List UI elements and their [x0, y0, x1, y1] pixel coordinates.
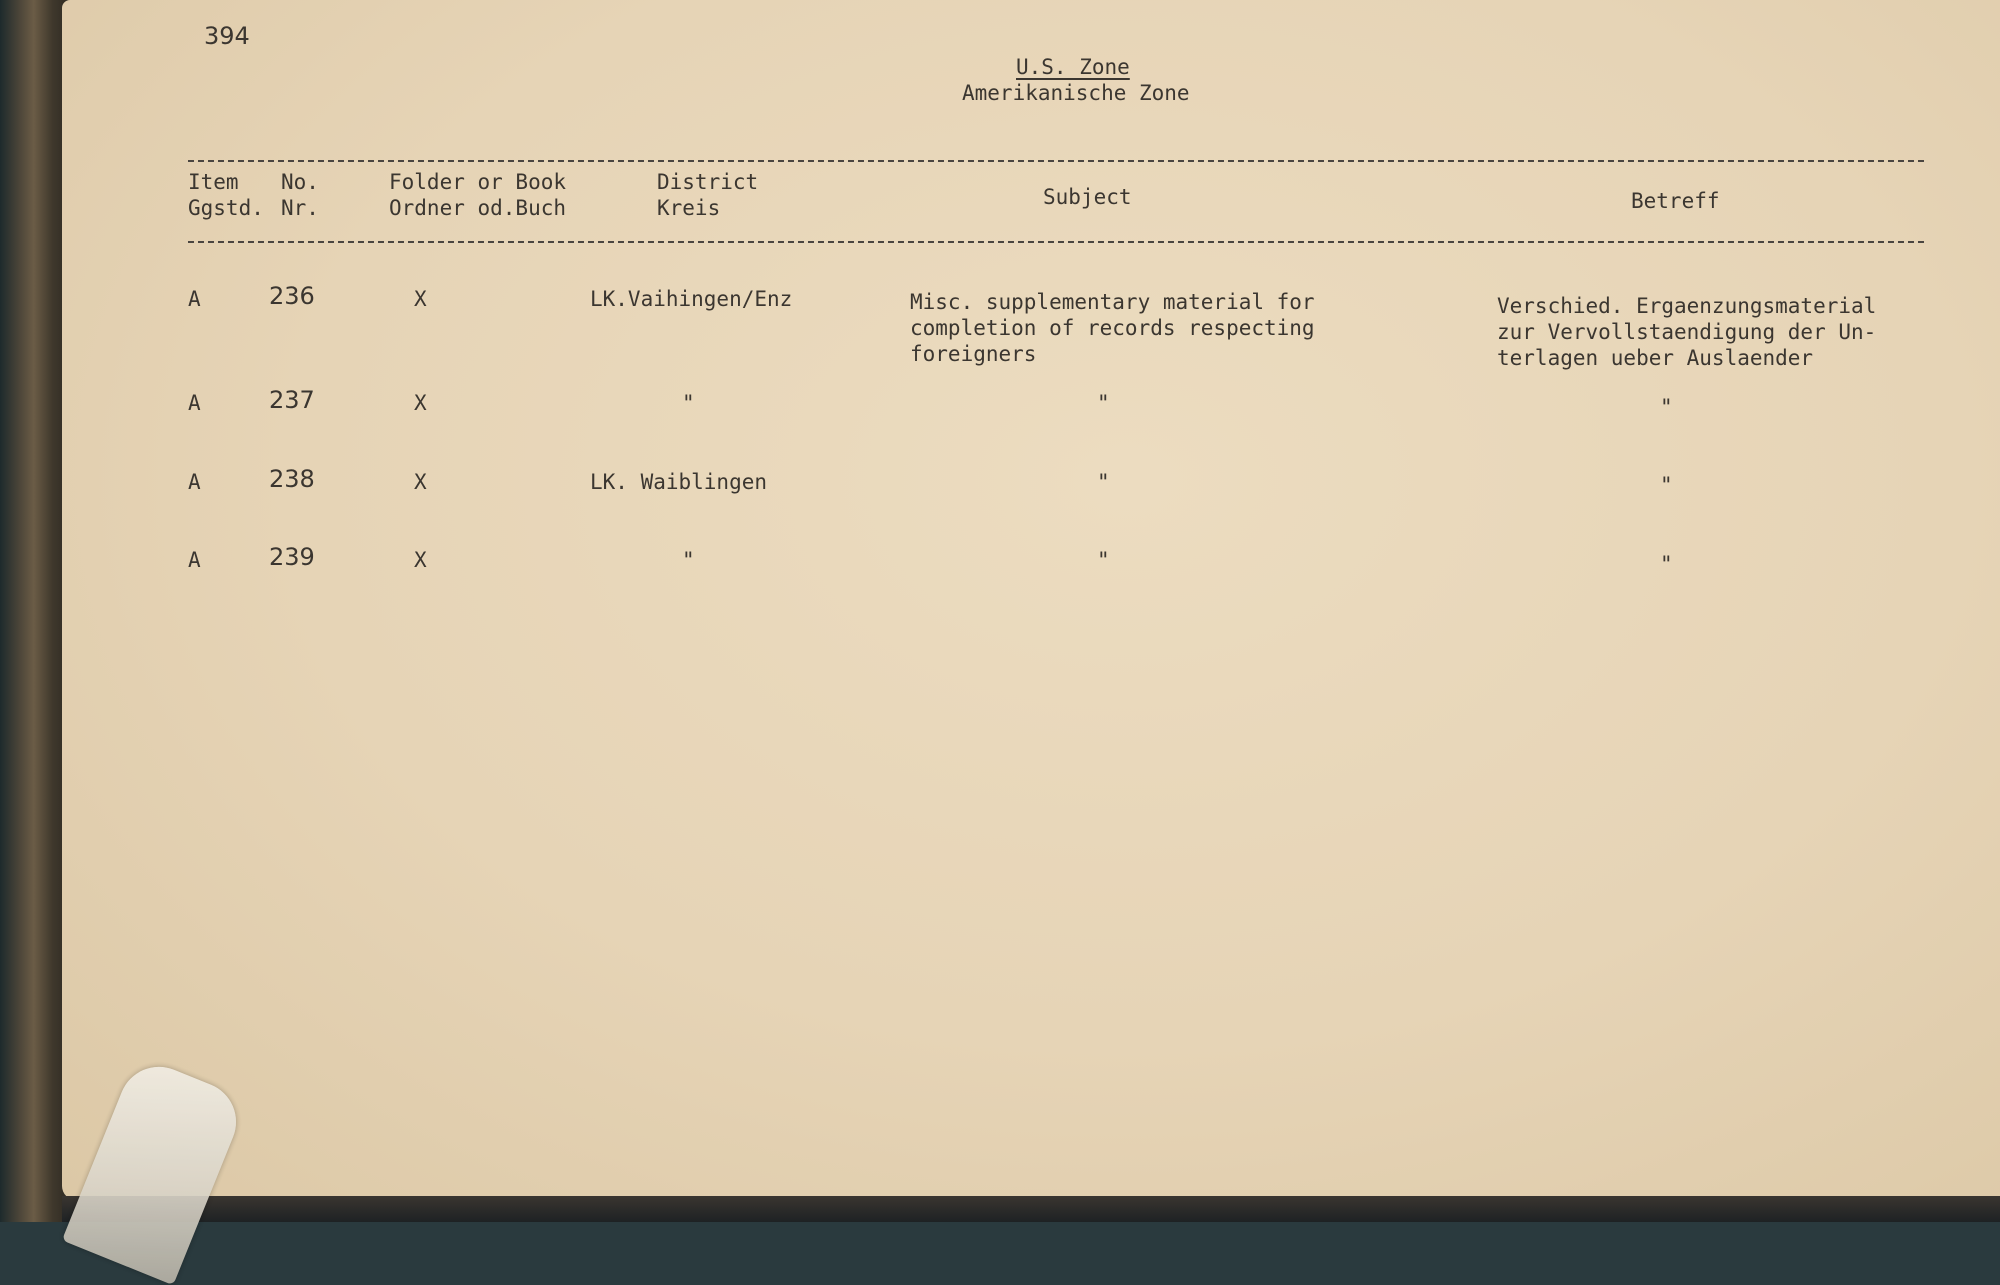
- row-district: ": [682, 548, 695, 572]
- col-district-de: Kreis: [657, 196, 721, 220]
- col-district-en: District: [657, 170, 759, 194]
- col-item-de: Ggstd.: [188, 196, 264, 220]
- row-district: LK.Vaihingen/Enz: [590, 287, 793, 311]
- row-subject: ": [1097, 391, 1110, 415]
- row-number: 236: [269, 282, 315, 310]
- row-number: 237: [269, 386, 315, 414]
- row-betreff: ": [1660, 473, 1673, 497]
- row-item: A: [188, 470, 201, 494]
- row-number: 239: [269, 543, 315, 571]
- document-page: [62, 0, 2000, 1200]
- col-no-de: Nr.: [281, 196, 319, 220]
- row-betreff: Verschied. Ergaenzungsmaterial zur Vervollstaendigung der Un- terlagen ueber Auslaender: [1497, 294, 1877, 370]
- row-district: ": [682, 391, 695, 415]
- col-subject: Subject: [1043, 185, 1132, 209]
- col-folder-en: Folder or Book: [389, 170, 567, 194]
- row-item: A: [188, 287, 201, 311]
- page-bottom-shadow: [62, 1196, 2000, 1222]
- col-betreff: Betreff: [1631, 189, 1720, 213]
- page-number: 394: [204, 22, 250, 50]
- row-subject: ": [1097, 548, 1110, 572]
- col-no-en: No.: [281, 170, 319, 194]
- zone-subtitle: Amerikanische Zone: [962, 81, 1190, 105]
- header-bottom-rule: [188, 241, 1924, 243]
- col-item-en: Item: [188, 170, 239, 194]
- header-top-rule: [188, 160, 1924, 162]
- row-folder: X: [414, 548, 427, 572]
- zone-title: U.S. Zone: [1016, 55, 1130, 79]
- row-folder: X: [414, 470, 427, 494]
- col-folder-de: Ordner od.Buch: [389, 196, 567, 220]
- row-item: A: [188, 391, 201, 415]
- row-subject: Misc. supplementary material for completion of records respecting foreigners: [910, 290, 1315, 366]
- row-number: 238: [269, 465, 315, 493]
- row-item: A: [188, 548, 201, 572]
- row-subject: ": [1097, 470, 1110, 494]
- row-folder: X: [414, 287, 427, 311]
- row-district: LK. Waiblingen: [590, 470, 768, 494]
- row-betreff: ": [1660, 552, 1673, 576]
- row-betreff: ": [1660, 395, 1673, 419]
- row-folder: X: [414, 391, 427, 415]
